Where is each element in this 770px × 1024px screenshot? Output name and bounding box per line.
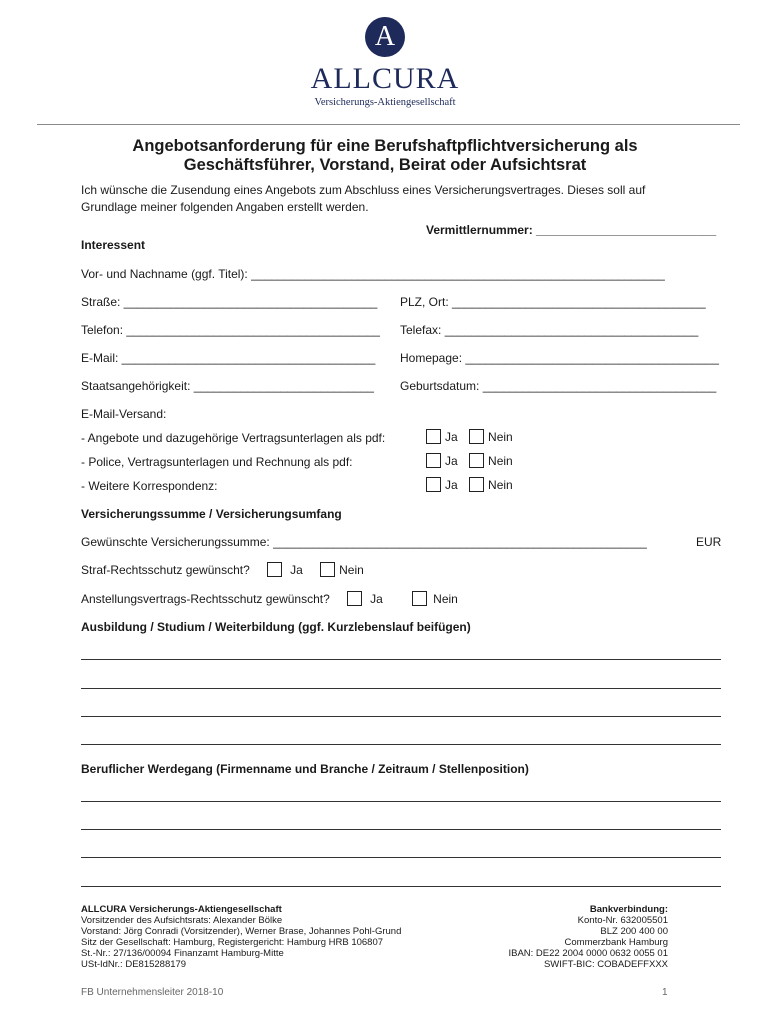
telefon-field[interactable]: Telefon: ______________________________________ — [81, 323, 380, 337]
geburtsdatum-field[interactable]: Geburtsdatum: ___________________________________ — [400, 379, 717, 393]
werdegang-line[interactable] — [81, 829, 721, 830]
nein-label: Nein — [488, 478, 513, 492]
versicherungssumme-heading: Versicherungssumme / Versicherungsumfang — [81, 507, 342, 521]
title-line-1: Angebotsanforderung für eine Berufshaftpflichtversicherung als — [132, 137, 638, 155]
werdegang-line[interactable] — [81, 801, 721, 802]
bank-heading: Bankverbindung: — [589, 904, 668, 915]
nein-checkbox[interactable] — [469, 429, 484, 444]
footer-line: St.-Nr.: 27/136/00094 Finanzamt Hamburg-Mitte — [81, 948, 284, 959]
intro-line-2: Grundlage meiner folgenden Angaben erstellt werden. — [81, 200, 369, 214]
title-line-2: Geschäftsführer, Vorstand, Beirat oder Aufsichtsrat — [183, 156, 587, 174]
form-title — [0, 137, 770, 175]
versand-row — [81, 479, 218, 493]
nein-checkbox[interactable] — [320, 562, 335, 577]
ja-checkbox[interactable] — [347, 591, 362, 606]
straf-label: Straf-Rechtsschutz gewünscht? — [81, 563, 250, 577]
footer-line: Commerzbank Hamburg — [564, 937, 668, 948]
versand-label: - Angebote und dazugehörige Vertragsunterlagen als pdf: — [81, 431, 386, 445]
nein-label: Nein — [339, 563, 364, 577]
versand-options — [426, 429, 513, 444]
telefax-field[interactable]: Telefax: ______________________________________ — [400, 323, 699, 337]
ja-label: Ja — [445, 478, 458, 492]
ja-label: Ja — [370, 592, 383, 606]
anstellung-rechtsschutz-row — [81, 591, 458, 606]
logo-letter: A — [374, 21, 396, 52]
footer-line: Konto-Nr. 632005501 — [577, 915, 668, 926]
ja-checkbox[interactable] — [426, 453, 441, 468]
footer-line: IBAN: DE22 2004 0000 0632 0055 01 — [508, 948, 668, 959]
versand-options — [426, 453, 513, 468]
page-number: 1 — [662, 987, 668, 998]
werdegang-heading: Beruflicher Werdegang (Firmenname und Branche / Zeitraum / Stellenposition) — [81, 762, 529, 776]
ausbildung-heading: Ausbildung / Studium / Weiterbildung (ggf. Kurzlebenslauf beifügen) — [81, 620, 471, 634]
footer-line: BLZ 200 400 00 — [600, 926, 668, 937]
nein-label: Nein — [488, 454, 513, 468]
currency-label: EUR — [696, 535, 722, 549]
footer-line: USt-IdNr.: DE815288179 — [81, 959, 187, 970]
footer-line: SWIFT-BIC: COBADEFFXXX — [543, 959, 668, 970]
nein-checkbox[interactable] — [469, 453, 484, 468]
interessent-heading: Interessent — [81, 238, 146, 252]
intro-text — [81, 182, 645, 216]
strasse-field[interactable]: Straße: ______________________________________ — [81, 295, 378, 309]
logo-name: ALLCURA — [310, 62, 460, 95]
ja-label: Ja — [290, 563, 303, 577]
footer-line: Sitz der Gesellschaft: Hamburg, Registergericht: Hamburg HRB 106807 — [81, 937, 384, 948]
nein-label: Nein — [488, 430, 513, 444]
plz-ort-field[interactable]: PLZ, Ort: ______________________________________ — [400, 295, 706, 309]
versand-options — [426, 477, 513, 492]
ausbildung-line[interactable] — [81, 659, 721, 660]
footer-company-name: ALLCURA Versicherungs-Aktiengesellschaft — [81, 904, 282, 915]
name-field[interactable]: Vor- und Nachname (ggf. Titel): ______________________________________________________________ — [81, 267, 665, 281]
intro-line-1: Ich wünsche die Zusendung eines Angebots zum Abschluss eines Versicherungsvertrages. Dieses soll auf — [81, 183, 646, 197]
versand-row — [81, 455, 353, 469]
footer-bank-info — [508, 904, 668, 970]
werdegang-line[interactable] — [81, 857, 721, 858]
nein-checkbox[interactable] — [469, 477, 484, 492]
ja-label: Ja — [445, 430, 458, 444]
ausbildung-line[interactable] — [81, 744, 721, 745]
ja-checkbox[interactable] — [426, 429, 441, 444]
ja-checkbox[interactable] — [426, 477, 441, 492]
nein-label: Nein — [433, 592, 458, 606]
ja-checkbox[interactable] — [267, 562, 282, 577]
versand-label: - Weitere Korrespondenz: — [81, 479, 218, 493]
ja-label: Ja — [445, 454, 458, 468]
header-rule — [37, 124, 740, 125]
logo-emblem — [365, 17, 405, 57]
form-id: FB Unternehmensleiter 2018-10 — [81, 987, 224, 998]
homepage-field[interactable]: Homepage: ______________________________________ — [400, 351, 719, 365]
ausbildung-line[interactable] — [81, 716, 721, 717]
email-versand-heading: E-Mail-Versand: — [81, 407, 167, 421]
footer-company-info — [81, 904, 401, 970]
nein-checkbox[interactable] — [412, 591, 427, 606]
versand-label: - Police, Vertragsunterlagen und Rechnung als pdf: — [81, 455, 353, 469]
versand-row — [81, 431, 385, 445]
gewuenschte-summe-field[interactable]: Gewünschte Versicherungssumme: ________________________________________________________ — [81, 535, 647, 549]
staatsangehoerigkeit-field[interactable]: Staatsangehörigkeit: ___________________________ — [81, 379, 374, 393]
footer-line: Vorsitzender des Aufsichtsrats: Alexander Bölke — [81, 915, 283, 926]
footer-line: Vorstand: Jörg Conradi (Vorsitzender), Werner Brase, Johannes Pohl-Grund — [81, 926, 402, 937]
company-logo — [300, 14, 470, 114]
werdegang-line[interactable] — [81, 886, 721, 887]
vermittlernummer-field[interactable]: Vermittlernummer: ___________________________ — [426, 223, 717, 237]
email-field[interactable]: E-Mail: ______________________________________ — [81, 351, 376, 365]
ausbildung-line[interactable] — [81, 688, 721, 689]
anstellung-label: Anstellungsvertrags-Rechtsschutz gewünscht? — [81, 592, 330, 606]
logo-tagline: Versicherungs-Aktiengesellschaft — [314, 97, 456, 108]
straf-rechtsschutz-row — [81, 562, 364, 577]
